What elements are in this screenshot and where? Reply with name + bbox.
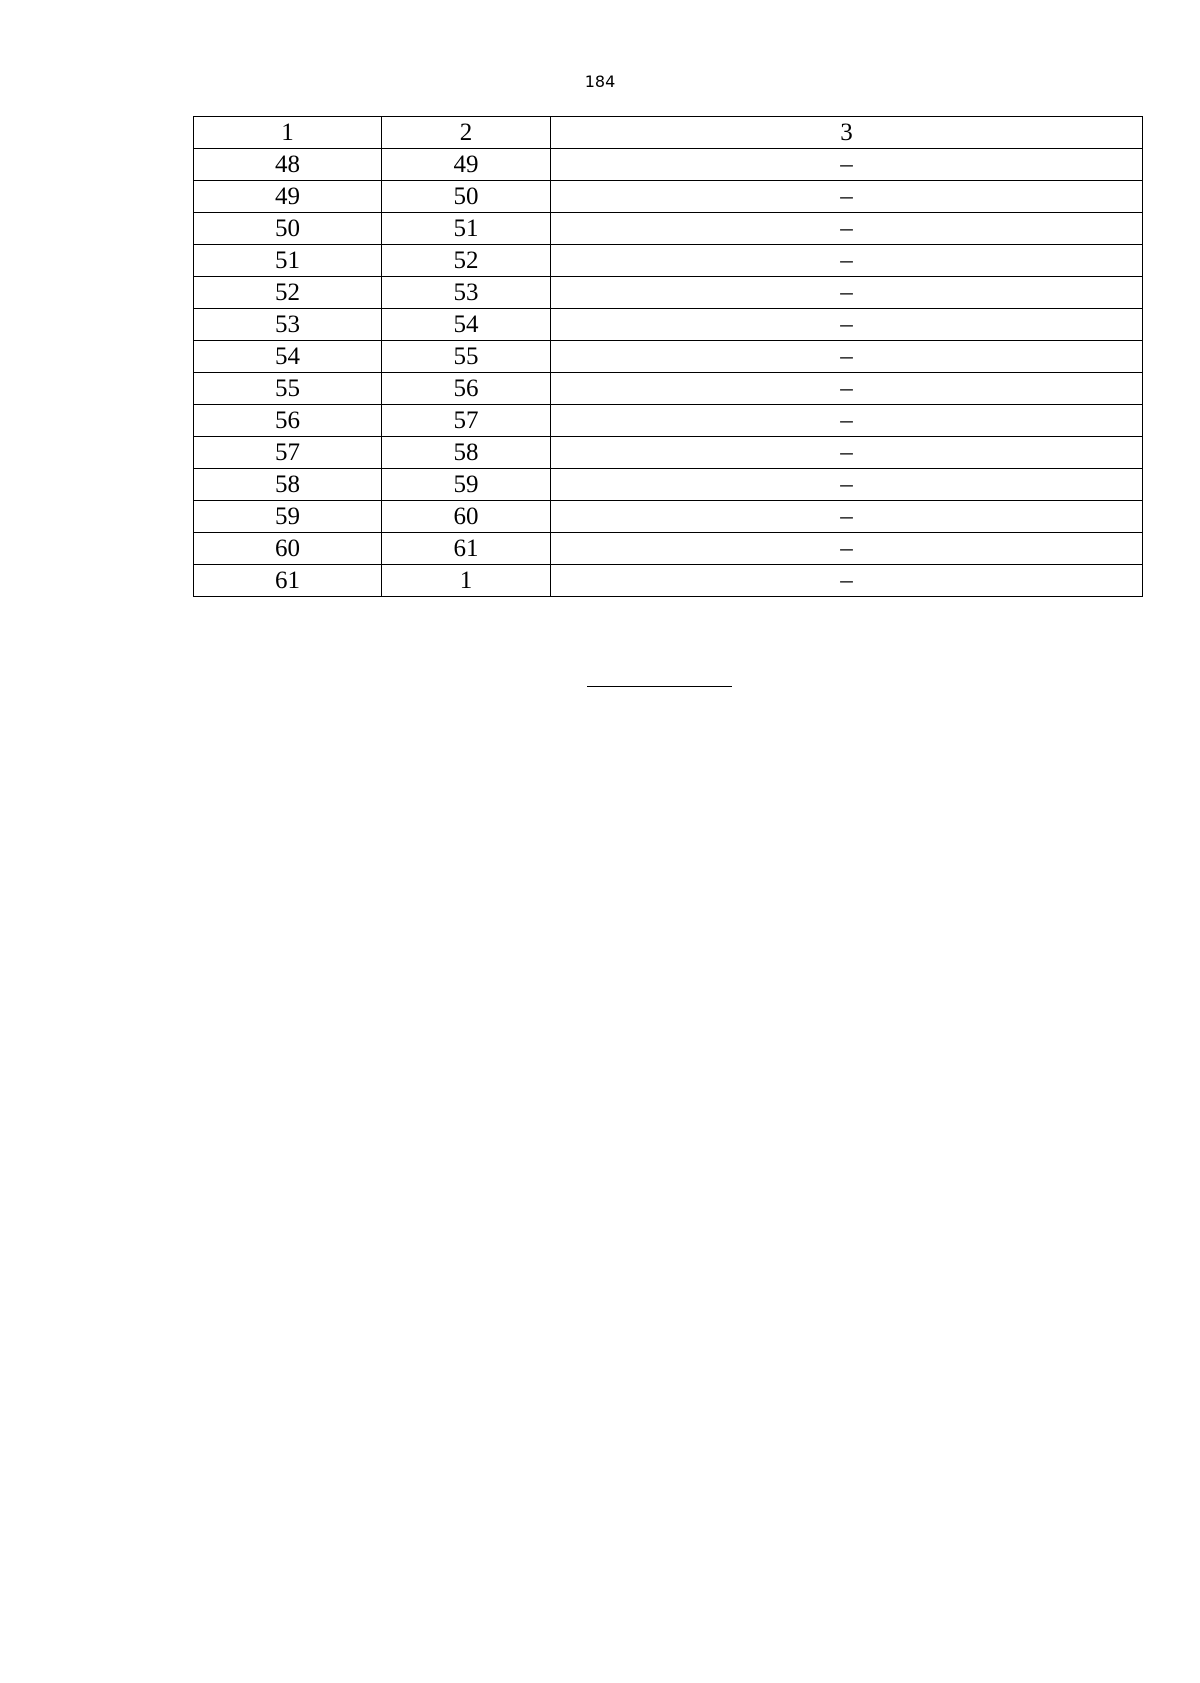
- table-cell-col2: 56: [382, 373, 551, 405]
- table-cell-col2: 55: [382, 341, 551, 373]
- table-cell-col1: 51: [194, 245, 382, 277]
- table-row: [194, 501, 1143, 533]
- table-cell-col3: –: [551, 469, 1143, 501]
- table-cell-col3: –: [551, 149, 1143, 181]
- data-table: [193, 116, 1143, 597]
- table-row: [194, 213, 1143, 245]
- table-cell-col2: 61: [382, 533, 551, 565]
- table-cell-col1: 49: [194, 181, 382, 213]
- table-row: [194, 373, 1143, 405]
- table-row: [194, 405, 1143, 437]
- table-row: [194, 437, 1143, 469]
- page-number: 184: [584, 72, 616, 91]
- table-cell-col1: 53: [194, 309, 382, 341]
- table-cell-col1: 48: [194, 149, 382, 181]
- table-cell-col3: –: [551, 533, 1143, 565]
- table-row: [194, 533, 1143, 565]
- table-row: [194, 181, 1143, 213]
- table-cell-col2: 59: [382, 469, 551, 501]
- header-cell-2: 2: [382, 117, 551, 149]
- table-cell-col2: 51: [382, 213, 551, 245]
- table-row: [194, 277, 1143, 309]
- table-row: [194, 341, 1143, 373]
- table-cell-col1: 60: [194, 533, 382, 565]
- header-cell-1: 1: [194, 117, 382, 149]
- table-cell-col1: 61: [194, 565, 382, 597]
- table-cell-col1: 56: [194, 405, 382, 437]
- table-cell-col2: 58: [382, 437, 551, 469]
- table-cell-col1: 59: [194, 501, 382, 533]
- table-cell-col3: –: [551, 213, 1143, 245]
- table-cell-col3: –: [551, 309, 1143, 341]
- table-cell-col3: –: [551, 181, 1143, 213]
- table-row: [194, 565, 1143, 597]
- table-body: [194, 117, 1143, 597]
- table-cell-col2: 54: [382, 309, 551, 341]
- table-cell-col3: –: [551, 565, 1143, 597]
- end-rule: [587, 686, 732, 687]
- table-cell-col2: 49: [382, 149, 551, 181]
- table-cell-col2: 60: [382, 501, 551, 533]
- table-cell-col3: –: [551, 437, 1143, 469]
- table-cell-col3: –: [551, 501, 1143, 533]
- table-row: [194, 309, 1143, 341]
- table-cell-col2: 50: [382, 181, 551, 213]
- table-cell-col1: 58: [194, 469, 382, 501]
- table-cell-col2: 57: [382, 405, 551, 437]
- table-cell-col3: –: [551, 405, 1143, 437]
- table-cell-col2: 1: [382, 565, 551, 597]
- table-row: [194, 245, 1143, 277]
- table-row: [194, 149, 1143, 181]
- table-cell-col1: 54: [194, 341, 382, 373]
- table-cell-col3: –: [551, 277, 1143, 309]
- table-cell-col1: 57: [194, 437, 382, 469]
- table-cell-col1: 50: [194, 213, 382, 245]
- table-cell-col3: –: [551, 245, 1143, 277]
- page-number-container: [0, 72, 1200, 92]
- header-cell-3: 3: [551, 117, 1143, 149]
- table-header-row: [194, 117, 1143, 149]
- table-cell-col3: –: [551, 373, 1143, 405]
- table-cell-col1: 55: [194, 373, 382, 405]
- table-cell-col1: 52: [194, 277, 382, 309]
- table-cell-col3: –: [551, 341, 1143, 373]
- table-row: [194, 469, 1143, 501]
- table-cell-col2: 52: [382, 245, 551, 277]
- table-cell-col2: 53: [382, 277, 551, 309]
